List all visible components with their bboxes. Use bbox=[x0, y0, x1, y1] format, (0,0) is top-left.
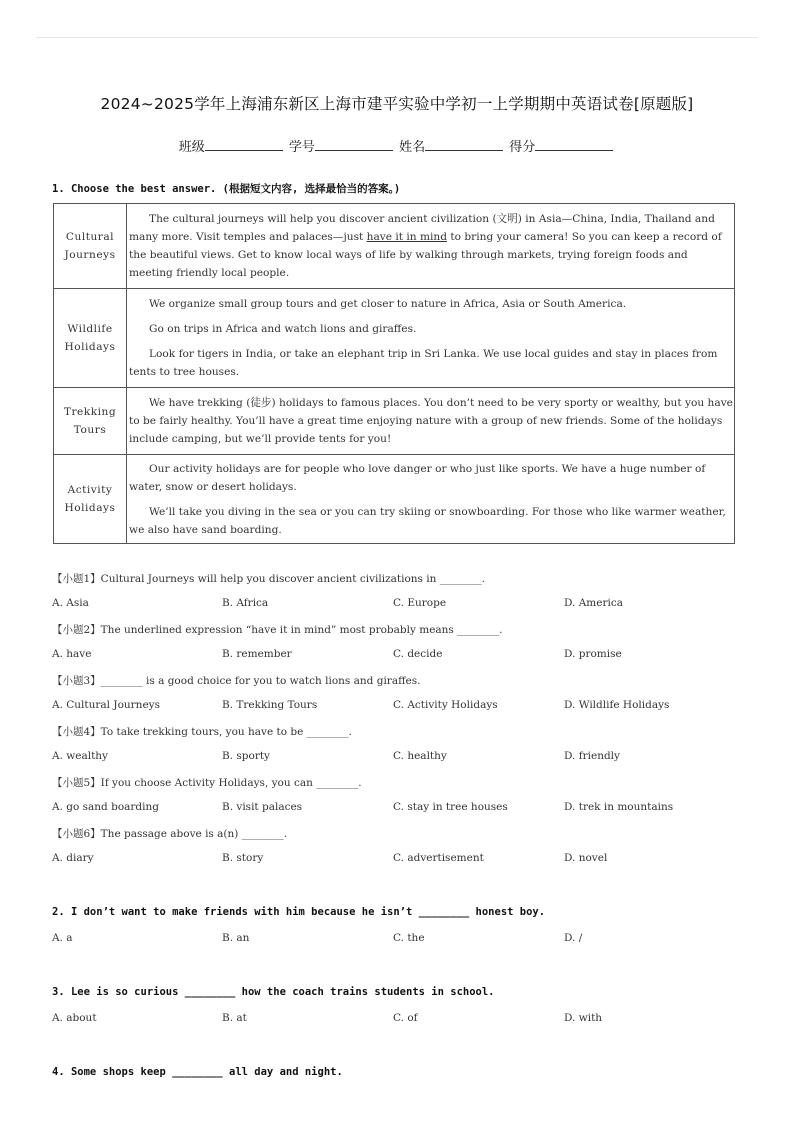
subquestion-4-option-d[interactable]: D. friendly bbox=[564, 750, 620, 762]
subquestion-1-option-d[interactable]: D. America bbox=[564, 597, 623, 609]
subquestion-6-option-b[interactable]: B. story bbox=[222, 852, 264, 864]
question-3-option-a[interactable]: A. about bbox=[52, 1012, 97, 1024]
subquestion-1-stem: 【小题1】Cultural Journeys will help you discover ancient civilizations in ________. bbox=[52, 573, 486, 585]
subquestion-5-option-c[interactable]: C. stay in tree houses bbox=[393, 801, 508, 813]
paragraph-text: The cultural journeys will help you discover ancient civilization (文明) in Asia—China, India, Thailand and many more. Visit temples and palaces—just bbox=[129, 213, 715, 243]
class-label: 班级 bbox=[178, 140, 205, 155]
subquestion-1-option-a[interactable]: A. Asia bbox=[52, 597, 89, 609]
row-label bbox=[54, 455, 127, 544]
subquestion-2-stem: 【小题2】The underlined expression “have it in mind” most probably means ________. bbox=[52, 624, 503, 636]
subquestion-5-option-d[interactable]: D. trek in mountains bbox=[564, 801, 674, 813]
row-text bbox=[127, 388, 735, 455]
subquestion-6-option-d[interactable]: D. novel bbox=[564, 852, 608, 864]
question-2-option-d[interactable]: D. / bbox=[564, 932, 583, 944]
student-info-line bbox=[0, 136, 794, 155]
subquestion-1-option-b[interactable]: B. Africa bbox=[222, 597, 269, 609]
question-2-heading: 2. I don’t want to make friends with him because he isn’t ________ honest boy. bbox=[52, 906, 546, 918]
passage-row-cultural-journeys bbox=[54, 204, 735, 289]
passage-paragraph bbox=[129, 210, 734, 282]
subquestion-4-option-c[interactable]: C. healthy bbox=[393, 750, 447, 762]
subquestion-2-option-c[interactable]: C. decide bbox=[393, 648, 443, 660]
question-3-heading: 3. Lee is so curious ________ how the coach trains students in school. bbox=[52, 986, 495, 998]
row-label bbox=[54, 289, 127, 388]
subquestion-6-option-c[interactable]: C. advertisement bbox=[393, 852, 484, 864]
name-blank bbox=[425, 138, 503, 151]
score-blank bbox=[535, 138, 613, 151]
row-label-line: Trekking bbox=[63, 406, 117, 418]
page-top-rule bbox=[36, 37, 758, 38]
row-label bbox=[54, 388, 127, 455]
row-label-line: Holidays bbox=[64, 341, 116, 353]
subquestion-3-option-a[interactable]: A. Cultural Journeys bbox=[52, 699, 160, 711]
class-blank bbox=[205, 138, 283, 151]
subquestion-5-stem: 【小题5】If you choose Activity Holidays, you can ________. bbox=[52, 777, 362, 789]
row-label bbox=[54, 204, 127, 289]
row-text bbox=[127, 204, 735, 289]
row-text bbox=[127, 455, 735, 544]
student-id-label: 学号 bbox=[288, 140, 315, 155]
passage-row-trekking-tours bbox=[54, 388, 735, 455]
question-2-option-c[interactable]: C. the bbox=[393, 932, 425, 944]
passage-paragraph: We organize small group tours and get closer to nature in Africa, Asia or South America. bbox=[149, 298, 627, 310]
subquestion-6-option-a[interactable]: A. diary bbox=[52, 852, 94, 864]
passage-paragraph: We’ll take you diving in the sea or you can try skiing or snowboarding. For those who like warmer weather, we also have sand boarding. bbox=[129, 505, 726, 536]
question-2-option-a[interactable]: A. a bbox=[52, 932, 73, 944]
subquestion-3-stem: 【小题3】________ is a good choice for you to watch lions and giraffes. bbox=[52, 675, 421, 687]
name-label: 姓名 bbox=[399, 140, 426, 155]
student-id-blank bbox=[315, 138, 393, 151]
row-text bbox=[127, 289, 735, 388]
row-label-line: Cultural bbox=[65, 231, 115, 243]
subquestion-3-option-d[interactable]: D. Wildlife Holidays bbox=[564, 699, 670, 711]
row-label-line: Tours bbox=[73, 424, 107, 436]
subquestion-1-option-c[interactable]: C. Europe bbox=[393, 597, 447, 609]
question-3-option-c[interactable]: C. of bbox=[393, 1012, 418, 1024]
subquestion-2-option-d[interactable]: D. promise bbox=[564, 648, 622, 660]
score-label: 得分 bbox=[509, 140, 536, 155]
row-label-line: Wildlife bbox=[67, 323, 113, 335]
row-label-line: Journeys bbox=[64, 249, 116, 261]
question-2-option-b[interactable]: B. an bbox=[222, 932, 250, 944]
paragraph-text: to bring your camera! So you can keep a record of the beautiful views. Get to know local ways of life by walking through markets, trying foreign foods and meeting friendly local people. bbox=[129, 231, 722, 279]
subquestion-2-option-b[interactable]: B. remember bbox=[222, 648, 292, 660]
question-1-heading: 1. Choose the best answer. (根据短文内容, 选择最恰当的答案。) bbox=[52, 183, 401, 195]
subquestion-3-option-c[interactable]: C. Activity Holidays bbox=[393, 699, 498, 711]
question-3-option-b[interactable]: B. at bbox=[222, 1012, 247, 1024]
exam-title: 2024~2025学年上海浦东新区上海市建平实验中学初一上学期期中英语试卷[原题版] bbox=[100, 95, 694, 113]
underlined-expression: have it in mind bbox=[366, 231, 448, 243]
passage-paragraph: We have trekking (徒步) holidays to famous places. You don’t need to be very sporty or wealthy, but you have to be fairly healthy. You’ll have a great time enjoying nature with a group of new friends. Some of the holidays include camping, but we’ll provide tents for you! bbox=[129, 397, 733, 445]
subquestion-2-option-a[interactable]: A. have bbox=[52, 648, 92, 660]
passage-row-activity-holidays bbox=[54, 455, 735, 544]
passage-table bbox=[53, 203, 735, 544]
subquestion-4-option-a[interactable]: A. wealthy bbox=[52, 750, 108, 762]
row-label-line: Activity bbox=[67, 484, 113, 496]
passage-row-wildlife-holidays bbox=[54, 289, 735, 388]
subquestion-3-option-b[interactable]: B. Trekking Tours bbox=[222, 699, 318, 711]
passage-paragraph: Look for tigers in India, or take an elephant trip in Sri Lanka. We use local guides and stay in places from tents to tree houses. bbox=[129, 348, 718, 378]
subquestion-4-stem: 【小题4】To take trekking tours, you have to be ________. bbox=[52, 726, 353, 738]
question-4-heading: 4. Some shops keep ________ all day and night. bbox=[52, 1066, 343, 1078]
question-3-option-d[interactable]: D. with bbox=[564, 1012, 603, 1024]
passage-paragraph: Our activity holidays are for people who love danger or who just like sports. We have a huge number of water, snow or desert holidays. bbox=[129, 462, 706, 493]
subquestion-6-stem: 【小题6】The passage above is a(n) ________. bbox=[52, 828, 288, 840]
subquestion-5-option-a[interactable]: A. go sand boarding bbox=[52, 801, 159, 813]
row-label-line: Holidays bbox=[64, 502, 116, 514]
passage-paragraph: Go on trips in Africa and watch lions and giraffes. bbox=[149, 323, 417, 335]
subquestion-4-option-b[interactable]: B. sporty bbox=[222, 750, 270, 762]
subquestion-5-option-b[interactable]: B. visit palaces bbox=[222, 801, 303, 813]
